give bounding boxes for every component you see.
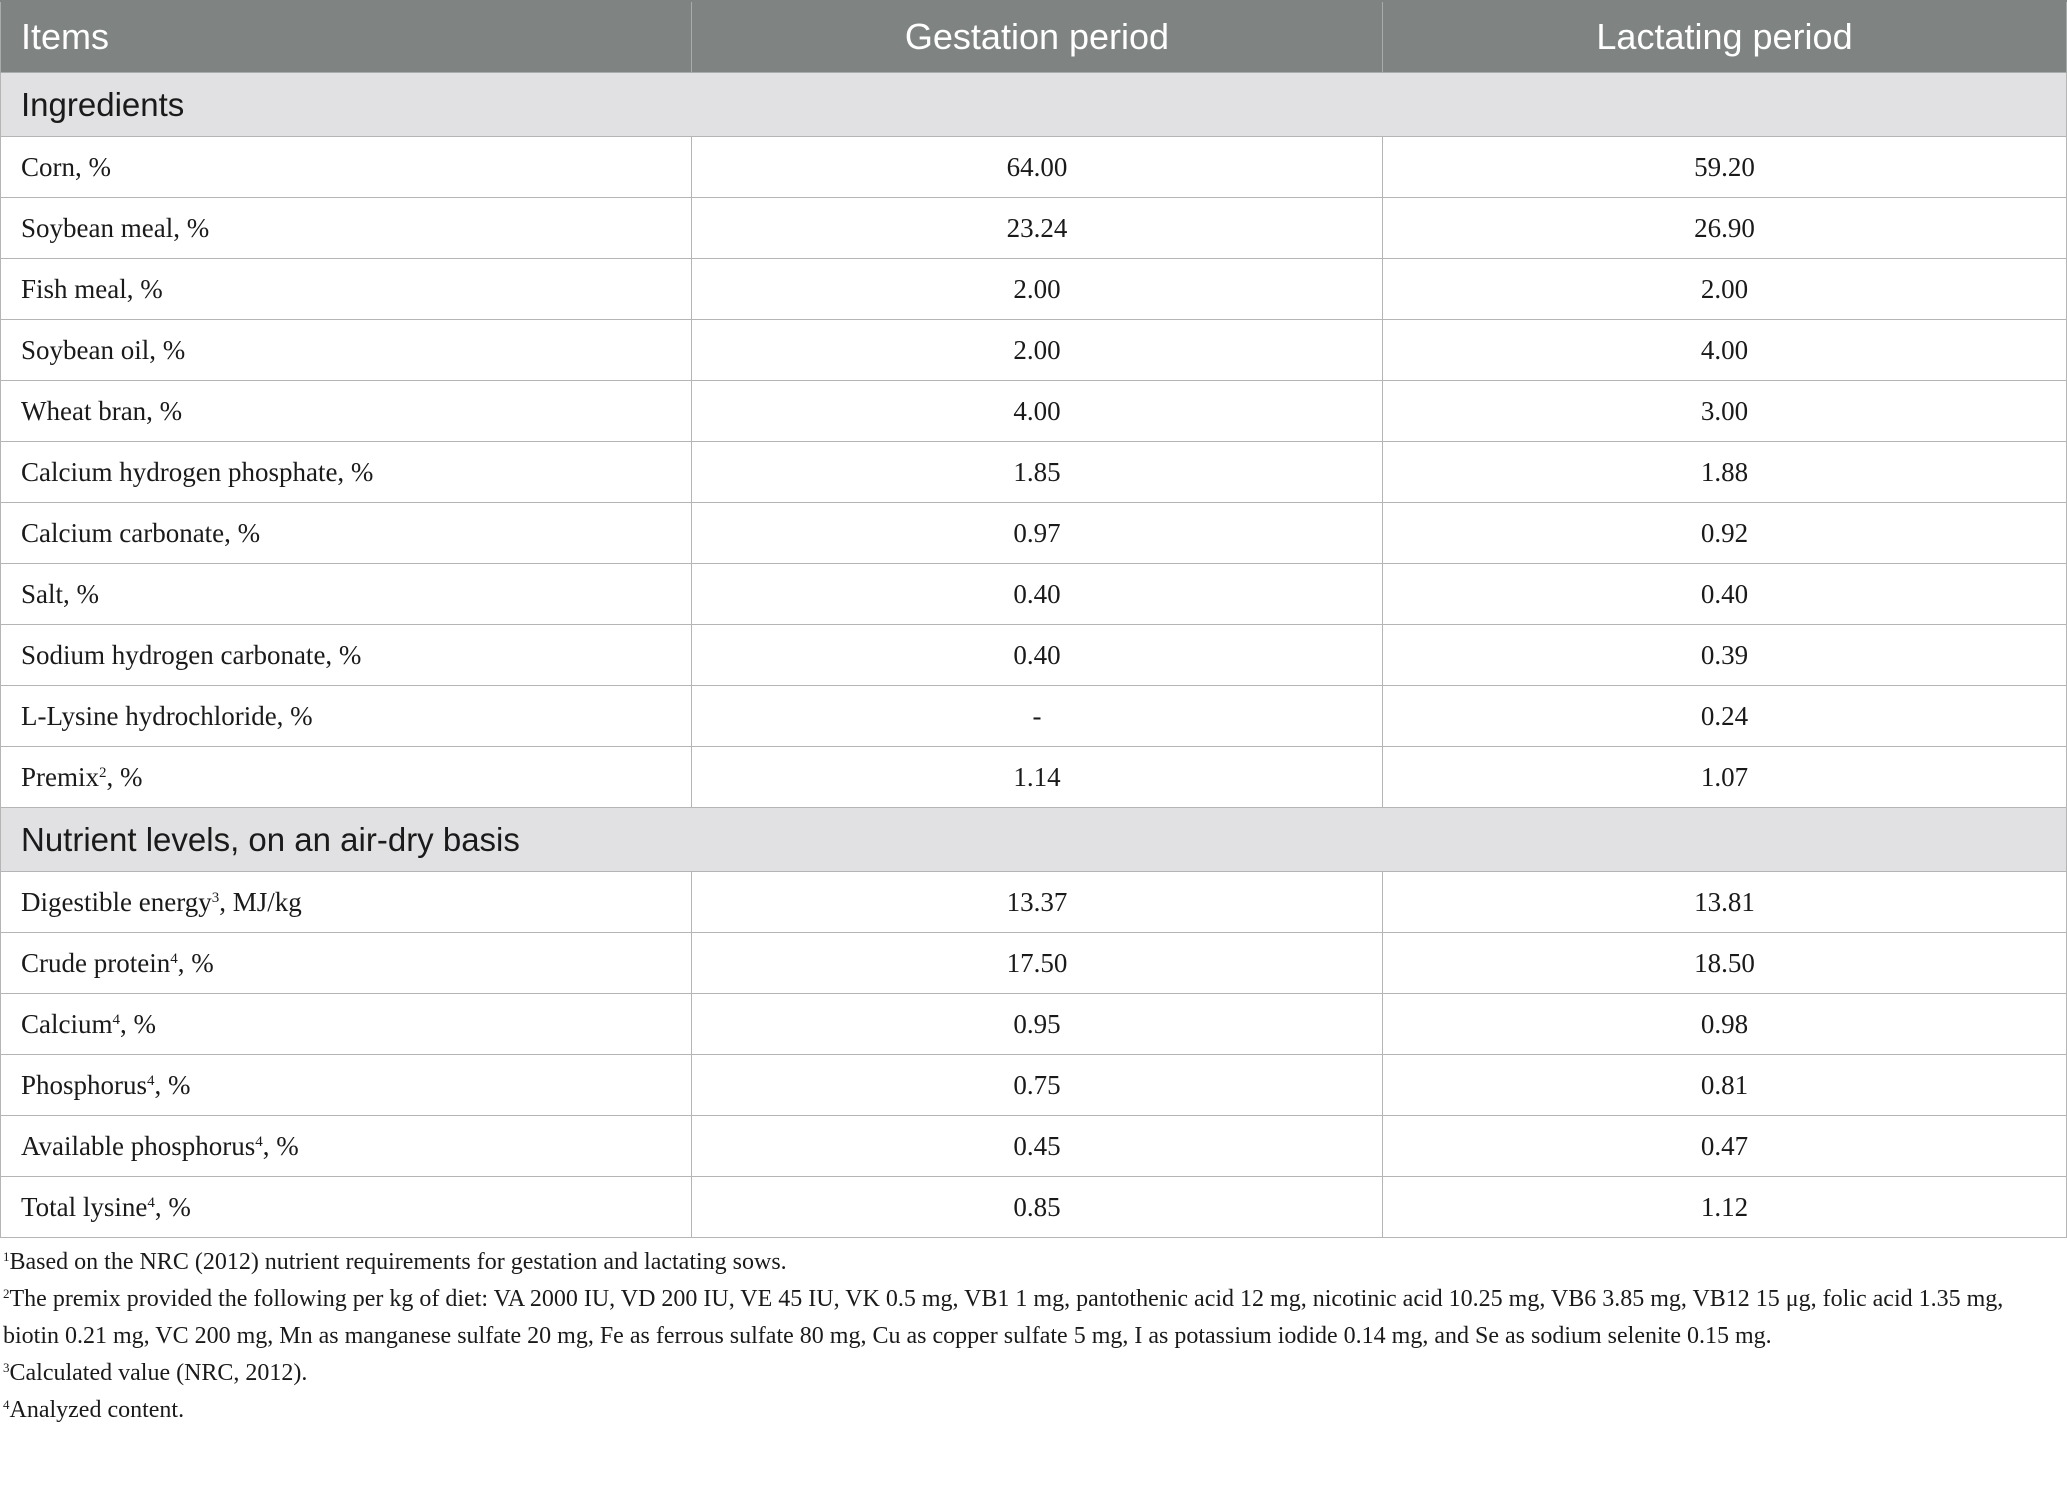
- footnote-text: Analyzed content.: [9, 1397, 185, 1423]
- footnote-mark: 3: [3, 1360, 10, 1375]
- row-label: Calcium carbonate, %: [21, 517, 261, 548]
- footnote-marker: 4: [147, 1072, 155, 1089]
- gestation-value: 4.00: [692, 381, 1383, 442]
- row-label: Crude protein: [21, 947, 171, 978]
- row-label-cell: [1, 1116, 692, 1177]
- lactating-value: 1.07: [1383, 747, 2067, 808]
- row-label-cell: [1, 259, 692, 320]
- row-label: Salt, %: [21, 578, 99, 609]
- lactating-value: 0.24: [1383, 686, 2067, 747]
- gestation-value: 2.00: [692, 259, 1383, 320]
- footnote-marker: 4: [112, 1011, 120, 1028]
- table-row: [1, 259, 2067, 320]
- row-label-unit: , %: [154, 1191, 191, 1222]
- gestation-value: -: [692, 686, 1383, 747]
- gestation-value: 0.85: [692, 1177, 1383, 1238]
- footnote-marker: 4: [255, 1133, 263, 1150]
- row-label-cell: [1, 1055, 692, 1116]
- row-label: Soybean meal, %: [21, 212, 210, 243]
- table-row: [1, 198, 2067, 259]
- footnote: [3, 1392, 2053, 1429]
- footnote-marker: 4: [170, 950, 178, 967]
- gestation-value: 0.75: [692, 1055, 1383, 1116]
- section-header-row: [1, 73, 2067, 137]
- header-items: Items: [1, 1, 692, 73]
- row-label-cell: [1, 1177, 692, 1238]
- gestation-value: 0.45: [692, 1116, 1383, 1177]
- lactating-value: 1.12: [1383, 1177, 2067, 1238]
- row-label-cell: [1, 747, 692, 808]
- gestation-value: 0.97: [692, 503, 1383, 564]
- table-row: [1, 381, 2067, 442]
- row-label: Available phosphorus: [21, 1130, 256, 1161]
- row-label-cell: [1, 137, 692, 198]
- footnote-text: The premix provided the following per kg of diet: VA 2000 IU, VD 200 IU, VE 45 IU, VK 0.5 mg, VB1 1 mg, pantothenic acid 12 mg, nicotinic acid 10.25 mg, VB6 3.85 mg, VB12 15 μg, folic acid 1.35 mg, biotin 0.21 mg, VC 200 mg, Mn as manganese sulfate 20 mg, Fe as ferrous sulfate 80 mg, Cu as copper sulfate 5 mg, I as potassium iodide 0.14 mg, and Se as sodium selenite 0.15 mg.: [3, 1286, 2004, 1349]
- table-row: [1, 747, 2067, 808]
- gestation-value: 0.40: [692, 625, 1383, 686]
- table-row: [1, 625, 2067, 686]
- lactating-value: 0.39: [1383, 625, 2067, 686]
- header-gestation-period: Gestation period: [692, 1, 1383, 73]
- lactating-value: 3.00: [1383, 381, 2067, 442]
- row-label: Calcium hydrogen phosphate, %: [21, 456, 374, 487]
- row-label: Corn, %: [21, 151, 111, 182]
- table-row: [1, 872, 2067, 933]
- header-lactating-period: Lactating period: [1383, 1, 2067, 73]
- row-label-cell: [1, 442, 692, 503]
- row-label-cell: [1, 686, 692, 747]
- table-row: [1, 1055, 2067, 1116]
- row-label-cell: [1, 320, 692, 381]
- row-label-unit: , MJ/kg: [219, 886, 302, 917]
- row-label: L-Lysine hydrochloride, %: [21, 700, 313, 731]
- gestation-value: 23.24: [692, 198, 1383, 259]
- footnote-text: Based on the NRC (2012) nutrient requirements for gestation and lactating sows.: [9, 1249, 787, 1275]
- table-row: [1, 686, 2067, 747]
- lactating-value: 26.90: [1383, 198, 2067, 259]
- footnote-marker: 2: [99, 764, 107, 781]
- footnote-text: Calculated value (NRC, 2012).: [9, 1360, 308, 1386]
- section-title: Nutrient levels, on an air-dry basis: [1, 808, 2067, 872]
- table-footnotes: [0, 1238, 2056, 1429]
- row-label-cell: [1, 381, 692, 442]
- lactating-value: 0.92: [1383, 503, 2067, 564]
- lactating-value: 2.00: [1383, 259, 2067, 320]
- row-label: Phosphorus: [21, 1069, 148, 1100]
- gestation-value: 64.00: [692, 137, 1383, 198]
- lactating-value: 59.20: [1383, 137, 2067, 198]
- table-row: [1, 994, 2067, 1055]
- row-label-cell: [1, 625, 692, 686]
- row-label: Digestible energy: [21, 886, 212, 917]
- row-label-unit: , %: [154, 1069, 191, 1100]
- lactating-value: 0.98: [1383, 994, 2067, 1055]
- table-header-row: [1, 1, 2067, 73]
- table-row: [1, 442, 2067, 503]
- table-row: [1, 503, 2067, 564]
- lactating-value: 1.88: [1383, 442, 2067, 503]
- row-label-cell: [1, 933, 692, 994]
- table-row: [1, 1116, 2067, 1177]
- gestation-value: 1.14: [692, 747, 1383, 808]
- lactating-value: 0.40: [1383, 564, 2067, 625]
- section-header-row: [1, 808, 2067, 872]
- footnote-mark: 2: [3, 1286, 10, 1301]
- footnote-marker: 4: [147, 1194, 155, 1211]
- row-label: Calcium: [21, 1008, 113, 1039]
- row-label: Total lysine: [21, 1191, 148, 1222]
- row-label-cell: [1, 872, 692, 933]
- row-label-unit: , %: [106, 761, 143, 792]
- lactating-value: 13.81: [1383, 872, 2067, 933]
- table-row: [1, 933, 2067, 994]
- footnote: [3, 1355, 2053, 1392]
- lactating-value: 0.81: [1383, 1055, 2067, 1116]
- lactating-value: 18.50: [1383, 933, 2067, 994]
- footnote-mark: 1: [3, 1249, 10, 1264]
- gestation-value: 1.85: [692, 442, 1383, 503]
- table-row: [1, 1177, 2067, 1238]
- gestation-value: 2.00: [692, 320, 1383, 381]
- footnote-mark: 4: [3, 1397, 10, 1412]
- table-row: [1, 564, 2067, 625]
- footnote-marker: 3: [211, 889, 220, 906]
- row-label: Sodium hydrogen carbonate, %: [21, 639, 362, 670]
- row-label: Soybean oil, %: [21, 334, 186, 365]
- lactating-value: 4.00: [1383, 320, 2067, 381]
- row-label-unit: , %: [262, 1130, 299, 1161]
- row-label-unit: , %: [119, 1008, 156, 1039]
- table-body: [1, 73, 2067, 1238]
- footnote: [3, 1281, 2053, 1355]
- gestation-value: 0.95: [692, 994, 1383, 1055]
- row-label: Premix: [21, 761, 99, 792]
- gestation-value: 17.50: [692, 933, 1383, 994]
- table-row: [1, 320, 2067, 381]
- lactating-value: 0.47: [1383, 1116, 2067, 1177]
- row-label: Fish meal, %: [21, 273, 163, 304]
- row-label-cell: [1, 198, 692, 259]
- footnote: [3, 1244, 2053, 1281]
- table-row: [1, 137, 2067, 198]
- row-label: Wheat bran, %: [21, 395, 183, 426]
- row-label-cell: [1, 994, 692, 1055]
- row-label-cell: [1, 503, 692, 564]
- gestation-value: 13.37: [692, 872, 1383, 933]
- section-title: Ingredients: [1, 73, 2067, 137]
- gestation-value: 0.40: [692, 564, 1383, 625]
- row-label-unit: , %: [177, 947, 214, 978]
- row-label-cell: [1, 564, 692, 625]
